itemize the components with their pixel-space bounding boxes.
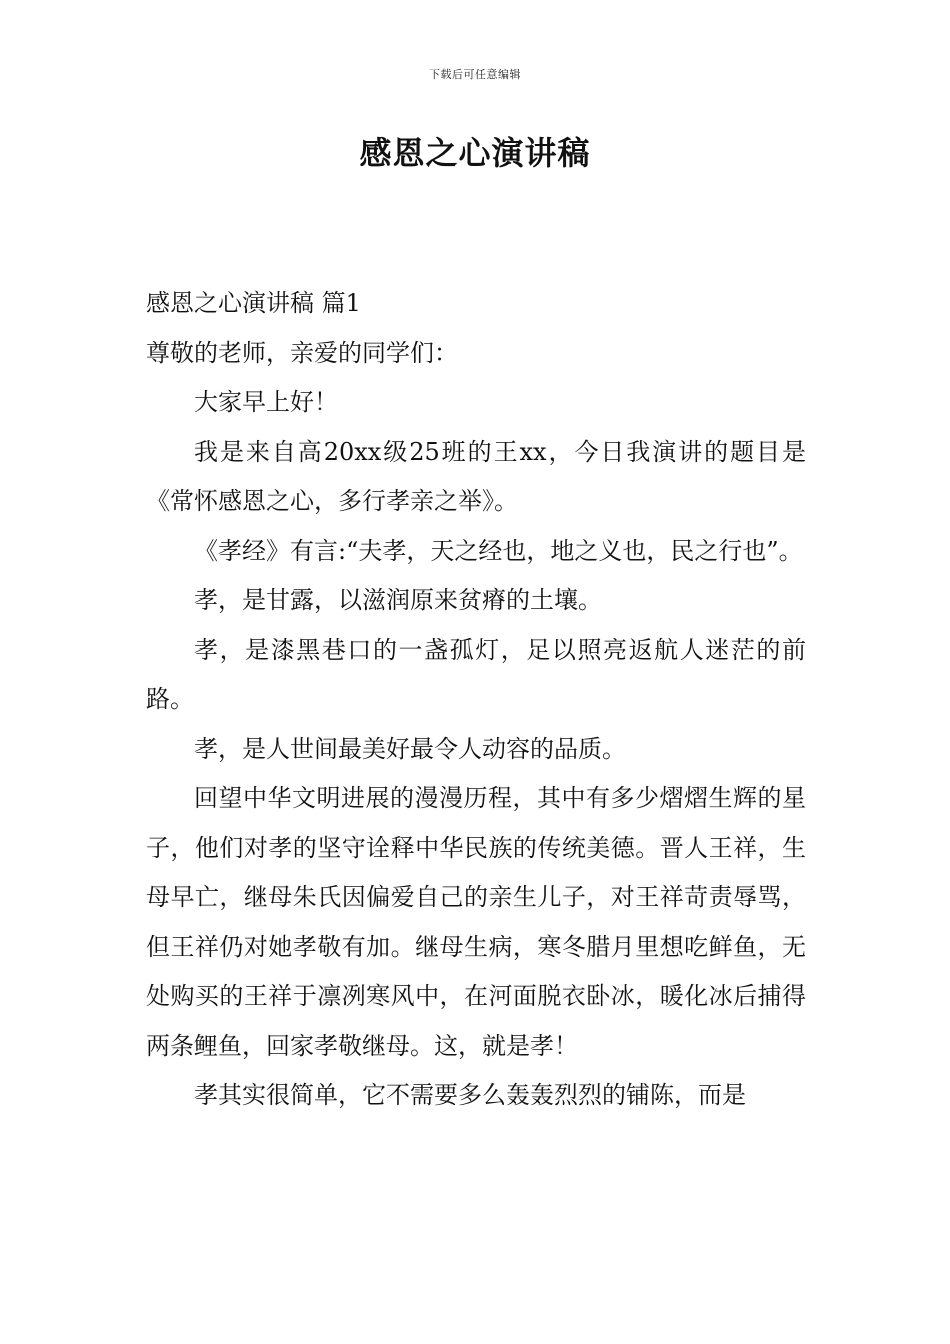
section-heading: 感恩之心演讲稿 篇1 xyxy=(146,289,361,317)
document-body xyxy=(146,279,806,1121)
paragraph: 大家早上好！ xyxy=(194,388,338,416)
document-title: 感恩之心演讲稿 xyxy=(359,134,591,172)
paragraph: 《孝经》有言:“夫孝，天之经也，地之义也，民之行也”。 xyxy=(194,536,803,565)
paragraph: 孝，是甘露，以滋润原来贫瘠的土壤。 xyxy=(194,586,602,614)
paragraph: 我是来自高20xx级25班的王xx，今日我演讲的题目是《常怀感恩之心，多行孝亲之举》。 xyxy=(146,437,806,515)
paragraph: 孝，是人世间最美好最令人动容的品质。 xyxy=(194,734,626,763)
paragraph: 回望中华文明进展的漫漫历程，其中有多少熠熠生辉的星子，他们对孝的坚守诠释中华民族的传统美德。晋人王祥，生母早亡，继母朱氏因偏爱自己的亲生儿子，对王祥苛责辱骂，但王祥仍对她孝敬有加。继母生病，寒冬腊月里想吃鲜鱼，无处购买的王祥于凛冽寒风中，在河面脱衣卧冰，暖化冰后捕得两条鲤鱼，回家孝敬继母。这，就是孝！ xyxy=(146,784,806,1060)
paragraph: 孝，是漆黑巷口的一盏孤灯，足以照亮返航人迷茫的前路。 xyxy=(146,635,806,713)
salutation: 尊敬的老师，亲爱的同学们： xyxy=(146,338,458,367)
header-note: 下载后可任意编辑 xyxy=(429,68,521,81)
paragraph: 孝其实很简单，它不需要多么轰轰烈烈的铺陈，而是 xyxy=(194,1081,746,1109)
